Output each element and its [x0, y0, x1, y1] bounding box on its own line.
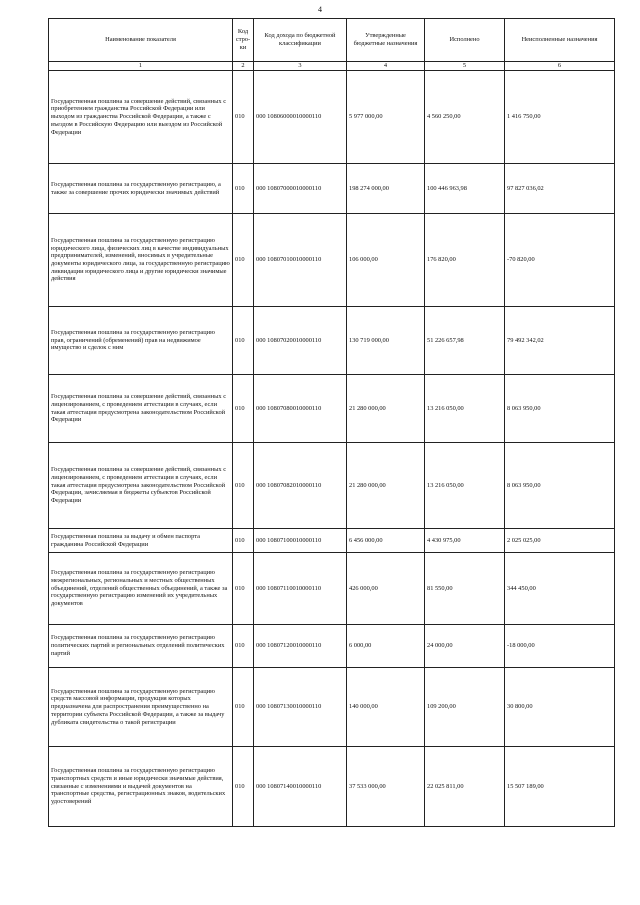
budget-execution-table	[48, 18, 615, 827]
row-line-code: 010	[233, 443, 254, 529]
row-executed: 81 550,00	[425, 553, 505, 625]
row-approved: 198 274 000,00	[347, 164, 425, 214]
row-executed: 176 820,00	[425, 214, 505, 307]
row-unexecuted: -18 000,00	[505, 625, 615, 668]
row-income-code: 000 10807082010000110	[254, 443, 347, 529]
row-income-code: 000 10807130010000110	[254, 668, 347, 747]
row-approved: 130 719 000,00	[347, 307, 425, 375]
row-line-code: 010	[233, 553, 254, 625]
column-number-row	[49, 62, 615, 71]
header-executed: Исполнено	[425, 19, 505, 62]
row-approved: 426 000,00	[347, 553, 425, 625]
row-income-code: 000 10807020010000110	[254, 307, 347, 375]
table-row	[49, 747, 615, 827]
table-row	[49, 164, 615, 214]
row-indicator-name: Государственная пошлина за государственную регистрацию межрегиональных, региональных и местных общественных объединений, отделений общественных объединений, а также за государственную регистрацию изменений их учредительных документов	[49, 553, 233, 625]
row-executed: 24 000,00	[425, 625, 505, 668]
row-approved: 5 977 000,00	[347, 71, 425, 164]
row-line-code: 010	[233, 214, 254, 307]
table-row	[49, 375, 615, 443]
row-line-code: 010	[233, 375, 254, 443]
column-number: 4	[347, 62, 425, 71]
row-income-code: 000 10807100010000110	[254, 529, 347, 553]
table-row	[49, 307, 615, 375]
row-approved: 106 000,00	[347, 214, 425, 307]
column-number: 1	[49, 62, 233, 71]
row-indicator-name: Государственная пошлина за государственную регистрацию средств массовой информации, продукция которых предназначена для распространения преимущественно на территории субъекта Российской Федерации, а также за выдачу дубликата свидетельства о такой регистрации	[49, 668, 233, 747]
column-number: 3	[254, 62, 347, 71]
row-line-code: 010	[233, 625, 254, 668]
row-indicator-name: Государственная пошлина за совершение действий, связанных с приобретением гражданства Российской Федерации или выходом из гражданства Российской Федерации, а также с въездом в Российскую Федерацию или выездом из Российской Федерации	[49, 71, 233, 164]
row-income-code: 000 10806000010000110	[254, 71, 347, 164]
row-income-code: 000 10807140010000110	[254, 747, 347, 827]
row-unexecuted: 344 450,00	[505, 553, 615, 625]
row-indicator-name: Государственная пошлина за совершение действий, связанных с лицензированием, с проведением аттестации в случаях, если такая аттестация предусмотрена законодательством Российской Федерации	[49, 375, 233, 443]
row-unexecuted: 30 800,00	[505, 668, 615, 747]
header-income-code: Код дохода по бюджетной классификации	[254, 19, 347, 62]
row-indicator-name: Государственная пошлина за государственную регистрацию, а также за совершение прочих юридически значимых действий	[49, 164, 233, 214]
row-executed: 109 200,00	[425, 668, 505, 747]
header-approved: Утвержденные бюджетные назначения	[347, 19, 425, 62]
row-unexecuted: 1 416 750,00	[505, 71, 615, 164]
row-line-code: 010	[233, 71, 254, 164]
table-row	[49, 529, 615, 553]
row-unexecuted: -70 820,00	[505, 214, 615, 307]
row-approved: 21 280 000,00	[347, 443, 425, 529]
row-indicator-name: Государственная пошлина за государственную регистрацию юридического лица, физических лиц в качестве индивидуальных предпринимателей, изменений, вносимых в учредительные документы юридического лица, за государственную регистрацию ликвидации юридического лица и другие юридически значимые действия	[49, 214, 233, 307]
header-unexecuted: Неисполненные назначения	[505, 19, 615, 62]
row-unexecuted: 79 492 342,02	[505, 307, 615, 375]
row-line-code: 010	[233, 747, 254, 827]
row-approved: 37 533 000,00	[347, 747, 425, 827]
table-row	[49, 668, 615, 747]
row-line-code: 010	[233, 668, 254, 747]
column-number: 2	[233, 62, 254, 71]
row-executed: 13 216 050,00	[425, 375, 505, 443]
column-number: 5	[425, 62, 505, 71]
row-executed: 51 226 657,98	[425, 307, 505, 375]
page-number: 4	[318, 5, 322, 14]
row-unexecuted: 15 507 189,00	[505, 747, 615, 827]
row-executed: 13 216 050,00	[425, 443, 505, 529]
row-approved: 140 000,00	[347, 668, 425, 747]
row-executed: 22 025 811,00	[425, 747, 505, 827]
row-executed: 100 446 963,98	[425, 164, 505, 214]
row-income-code: 000 10807080010000110	[254, 375, 347, 443]
header-indicator-name: Наименование показателя	[49, 19, 233, 62]
table-row	[49, 443, 615, 529]
row-income-code: 000 10807120010000110	[254, 625, 347, 668]
row-unexecuted: 2 025 025,00	[505, 529, 615, 553]
row-unexecuted: 8 063 950,00	[505, 375, 615, 443]
row-unexecuted: 97 827 036,02	[505, 164, 615, 214]
row-income-code: 000 10807000010000110	[254, 164, 347, 214]
row-indicator-name: Государственная пошлина за государственную регистрацию транспортных средств и иные юридически значимые действия, связанные с изменениями и выдачей документов на транспортные средства, регистрационных знаков, водительских удостоверений	[49, 747, 233, 827]
table-header-row	[49, 19, 615, 62]
row-indicator-name: Государственная пошлина за государственную регистрацию политических партий и региональных отделений политических партий	[49, 625, 233, 668]
table-row	[49, 625, 615, 668]
row-income-code: 000 10807010010000110	[254, 214, 347, 307]
row-approved: 6 000,00	[347, 625, 425, 668]
row-executed: 4 560 250,00	[425, 71, 505, 164]
table-row	[49, 214, 615, 307]
row-line-code: 010	[233, 164, 254, 214]
row-executed: 4 430 975,00	[425, 529, 505, 553]
row-income-code: 000 10807110010000110	[254, 553, 347, 625]
header-line-code: Код стро-ки	[233, 19, 254, 62]
table-row	[49, 71, 615, 164]
row-indicator-name: Государственная пошлина за совершение действий, связанных с лицензированием, с проведением аттестации в случаях, если такая аттестация предусмотрена законодательством Российской Федерации, зачисляемая в бюджеты субъектов Российской Федерации	[49, 443, 233, 529]
row-unexecuted: 8 063 950,00	[505, 443, 615, 529]
row-line-code: 010	[233, 307, 254, 375]
table-row	[49, 553, 615, 625]
row-indicator-name: Государственная пошлина за государственную регистрацию прав, ограничений (обременений) прав на недвижимое имущество и сделок с ним	[49, 307, 233, 375]
row-line-code: 010	[233, 529, 254, 553]
row-approved: 21 280 000,00	[347, 375, 425, 443]
row-approved: 6 456 000,00	[347, 529, 425, 553]
column-number: 6	[505, 62, 615, 71]
row-indicator-name: Государственная пошлина за выдачу и обмен паспорта гражданина Российской Федерации	[49, 529, 233, 553]
